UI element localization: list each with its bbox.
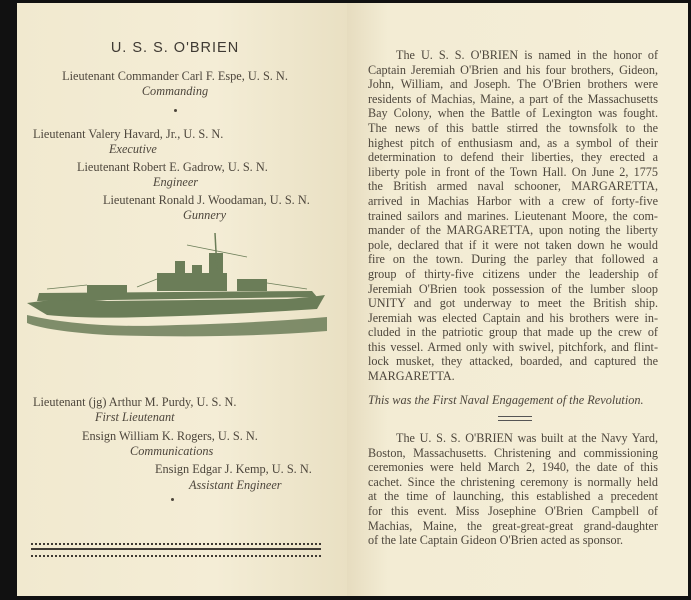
text-line: John, William, and Joseph. The O'Brien brothers were [368, 77, 658, 92]
text-line: highest pitch of enthusiasm and, as a symbol of their [368, 135, 658, 150]
construction-paragraph [368, 431, 658, 548]
officer-name: Lieutenant Robert E. Gadrow, U. S. N. [77, 160, 268, 174]
bullet-divider [174, 109, 177, 112]
text-line: The U. S. S. O'BRIEN was built at the Navy Yard, [396, 431, 658, 445]
text-line: liberty pole in front of the Town Hall. On June 2, 1775 [368, 164, 658, 179]
text-line: at the time of launching, this established a precedent [368, 489, 658, 504]
text-line: Jeremiah O'Brien took possession of the lumber sloop [368, 281, 658, 296]
ship-title: U. S. S. O'BRIEN [110, 40, 240, 56]
officer-name: Lieutenant Valery Havard, Jr., U. S. N. [33, 127, 224, 141]
text-line: residents of Machias, Maine, a part of the Massachusetts [368, 91, 658, 106]
text-line: MARGARETTA. [368, 369, 455, 384]
officer-role: Commanding [141, 84, 209, 98]
officer-role: Gunnery [183, 208, 227, 222]
destroyer-ship-illustration [27, 231, 327, 339]
text-line: Bay Colony, when the Battle of Lexington was fought. [368, 106, 658, 121]
text-line: trained sailors and marines. Lieutenant Moore, the com- [368, 208, 658, 223]
decorative-border-rule [31, 543, 321, 557]
bullet-divider [171, 498, 174, 501]
officer-role: Communications [130, 444, 214, 458]
text-line: cluded in the patriotic group that made up the crew of [368, 325, 658, 340]
officer-name: Lieutenant Ronald J. Woodaman, U. S. N. [103, 193, 310, 207]
text-line: the British armed naval schooner, MARGARETTA, [368, 179, 658, 194]
text-line: ceremonies were held March 2, 1940, the date of this [368, 460, 658, 475]
text-line: arrived in Machias Harbor with a crew of forty-five [368, 193, 658, 208]
emphasis-line: This was the First Naval Engagement of the Revolution. [368, 393, 644, 407]
text-line: mander of the MARGARETTA, upon noting the liberty [368, 223, 658, 238]
officer-role: Executive [109, 142, 157, 156]
text-line: UNITY and got underway to meet the British ship. [368, 296, 658, 311]
text-line: Machias, Maine, the great-great-great grand-daughter [368, 518, 658, 533]
officer-role: First Lieutenant [95, 410, 175, 424]
text-line: fire on the town. During the parley that followed a [368, 252, 658, 267]
text-line: The news of this battle stirred the townsfolk to the [368, 120, 658, 135]
text-line: pole, declared that if it were not taken down he would [368, 237, 658, 252]
text-line: lock musket, they attacked, boarded, and captured the [368, 354, 658, 369]
section-divider [498, 416, 532, 421]
right-page [347, 3, 688, 596]
text-line: cachet. Since the christening ceremony is normally held [368, 474, 658, 489]
history-paragraph [368, 48, 658, 384]
text-line: for this event. Miss Josephine O'Brien Campbell of [368, 503, 658, 518]
officer-name: Lieutenant Commander Carl F. Espe, U. S. N. [62, 69, 288, 83]
text-line: determination to defend their liberties, they erected a [368, 150, 658, 165]
officer-role: Assistant Engineer [189, 478, 282, 492]
text-line: Jeremiah was elected Captain and his brothers were in- [368, 310, 658, 325]
officer-name: Ensign Edgar J. Kemp, U. S. N. [155, 462, 312, 476]
officer-role: Engineer [153, 175, 199, 189]
left-page [17, 3, 347, 596]
text-line: this vessel. Armed only with swivel, pitchfork, and flint- [368, 339, 658, 354]
text-line: Boston, Massachusetts. Christening and commissioning [368, 445, 658, 460]
text-line: The U. S. S. O'BRIEN is named in the honor of [396, 48, 658, 62]
text-line: of the late Captain Gideon O'Brien acted as sponsor. [368, 533, 624, 548]
officer-name: Ensign William K. Rogers, U. S. N. [82, 429, 258, 443]
officer-name: Lieutenant (jg) Arthur M. Purdy, U. S. N. [33, 395, 237, 409]
text-line: Captain Jeremiah O'Brien and his four brothers, Gideon, [368, 62, 658, 77]
text-line: group of thirty-five citizens under the leadership of [368, 266, 658, 281]
